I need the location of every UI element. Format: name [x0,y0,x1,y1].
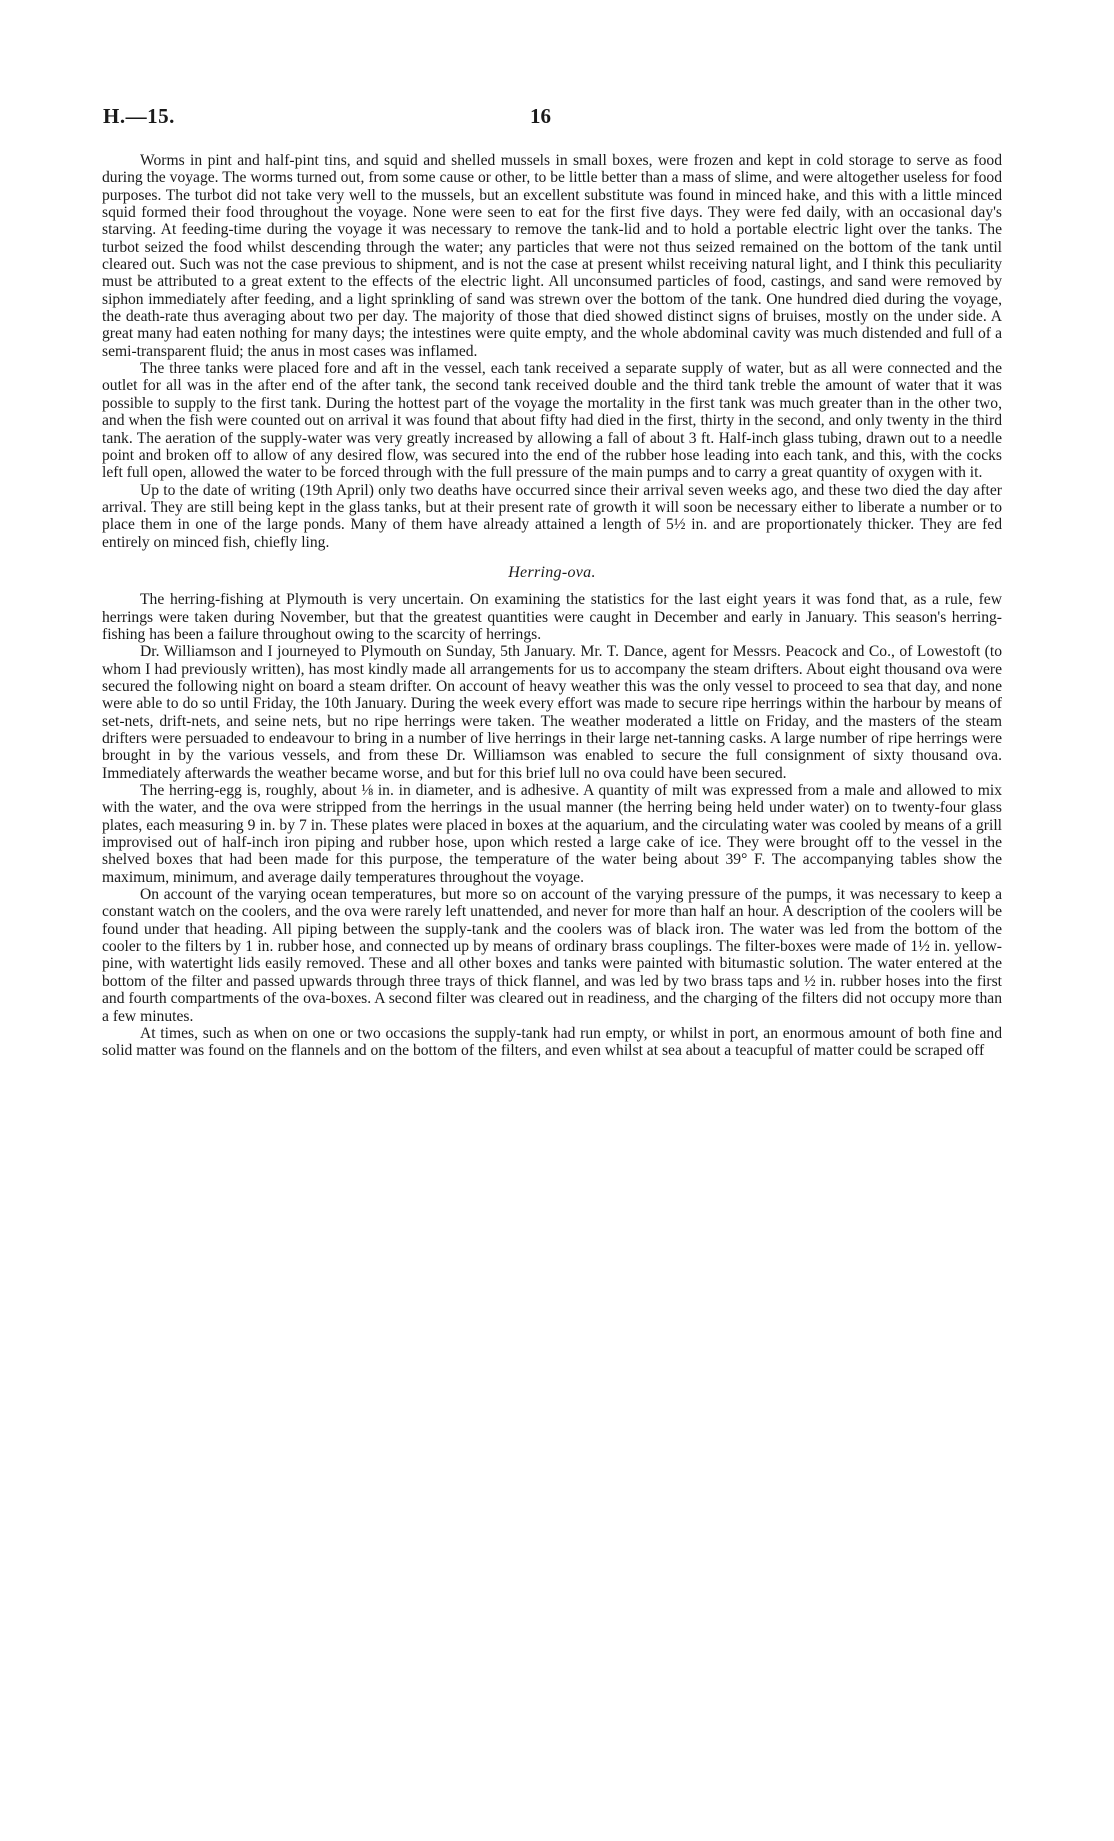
section-heading: Herring-ova. [508,563,596,581]
paragraph: Up to the date of writing (19th April) only two deaths have occurred since their arrival seven weeks ago, and these two died the day after arrival. They are still being kept in the glass tanks, but at their present rate of growth it will soon be necessary either to liberate a number or to place them in one of the large ponds. Many of them have already attained a length of 5½ in. and are proportionately thicker. They are fed entirely on minced fish, chiefly ling. [102,481,1002,551]
paragraph: At times, such as when on one or two occasions the supply-tank had run empty, or whilst in port, an enormous amount of both fine and solid matter was found on the flannels and on the bottom of the filters, and even whilst at sea about a teacupful of matter could be scraped off [102,1024,1002,1060]
paragraph: Dr. Williamson and I journeyed to Plymouth on Sunday, 5th January. Mr. T. Dance, agent for Messrs. Peacock and Co., of Lowestoft (to whom I had previously written), has most kindly made all arrangements for us to accompany the steam drifters. About eight thousand ova were secured the following night on board a steam drifter. On account of heavy weather this was the only vessel to proceed to sea that day, and none were able to do so until Friday, the 10th January. During the week every effort was made to secure ripe herrings within the harbour by means of set-nets, drift-nets, and seine nets, but no ripe herrings were taken. The weather moderated a little on Friday, and the masters of the steam drifters were persuaded to endeavour to bring in a number of live herrings in their large net-tanning casks. A large number of ripe herrings were brought in by the various vessels, and from these Dr. Williamson was enabled to secure the full consignment of sixty thousand ova. Immediately afterwards the weather became worse, and but for this brief lull no ova could have been secured. [102,643,1002,782]
paragraph: The herring-egg is, roughly, about ⅛ in. in diameter, and is adhesive. A quantity of milt was expressed from a male and allowed to mix with the water, and the ova were stripped from the herrings in the usual manner (the herring being held under water) on to twenty-four glass plates, each measuring 9 in. by 7 in. These plates were placed in boxes at the aquarium, and the circulating water was cooled by means of a grill improvised out of half-inch iron piping and rubber hose, upon which rested a large cake of ice. They were brought off to the vessel in the shelved boxes that had been made for this purpose, the temperature of the water being about 39° F. The accompanying tables show the maximum, minimum, and average daily temperatures throughout the voyage. [102,782,1002,886]
document-reference: H.—15. [103,104,175,128]
paragraph: On account of the varying ocean temperatures, but more so on account of the varying pressure of the pumps, it was necessary to keep a constant watch on the coolers, and the ova were rarely left unattended, and never for more than half an hour. A description of the coolers will be found under that heading. All piping between the supply-tank and the coolers was of black iron. The water was led from the bottom of the cooler to the filters by 1 in. rubber hose, and connected up by means of ordinary brass couplings. The filter-boxes were made of 1½ in. yellow-pine, with watertight lids easily removed. These and all other boxes and tanks were painted with bitumastic solution. The water entered at the bottom of the filter and passed upwards through three trays of thick flannel, and was led by two brass taps and ½ in. rubber hoses into the first and fourth compartments of the ova-boxes. A second filter was cleared out in readiness, and the charging of the filters did not occupy more than a few minutes. [102,886,1002,1025]
page-number: 16 [530,104,551,128]
page-header [103,104,1003,134]
paragraph: The herring-fishing at Plymouth is very uncertain. On examining the statistics for the last eight years it was fond that, as a rule, few herrings were taken during November, but that the greatest quantities were caught in December and early in January. This season's herring-fishing has been a failure throughout owing to the scarcity of herrings. [102,591,1002,643]
body-text [102,152,1002,1060]
paragraph: Worms in pint and half-pint tins, and squid and shelled mussels in small boxes, were frozen and kept in cold storage to serve as food during the voyage. The worms turned out, from some cause or other, to be little better than a mass of slime, and were altogether useless for food purposes. The turbot did not take very well to the mussels, but an excellent substitute was found in minced hake, and this with a little minced squid formed their food throughout the voyage. None were seen to eat for the first five days. They were fed daily, with an occasional day's starving. At feeding-time during the voyage it was necessary to remove the tank-lid and to hold a portable electric light over the tanks. The turbot seized the food whilst descending through the water; any particles that were not thus seized remained on the bottom of the tank until cleared out. Such was not the case previous to shipment, and is not the case at present whilst receiving natural light, and I think this peculiarity must be attributed to a great extent to the effects of the electric light. All unconsumed particles of food, castings, and sand were removed by siphon immediately after feeding, and a light sprinkling of sand was strewn over the bottom of the tank. One hundred died during the voyage, the death-rate thus averaging about two per day. The majority of those that died showed distinct signs of bruises, mostly on the under side. A great many had eaten nothing for many days; the intestines were quite empty, and the whole abdominal cavity was much distended and full of a semi-transparent fluid; the anus in most cases was inflamed. [102,152,1002,360]
paragraph: The three tanks were placed fore and aft in the vessel, each tank received a separate supply of water, but as all were connected and the outlet for all was in the after end of the after tank, the second tank received double and the third tank treble the amount of water that it was possible to supply to the first tank. During the hottest part of the voyage the mortality in the first tank was much greater than in the other two, and when the fish were counted out on arrival it was found that about fifty had died in the first, thirty in the second, and only twenty in the third tank. The aeration of the supply-water was very greatly increased by allowing a fall of about 3 ft. Half-inch glass tubing, drawn out to a needle point and broken off to allow of any desired flow, was secured into the end of the rubber hose leading into each tank, and this, with the cocks left full open, allowed the water to be forced through with the full pressure of the main pumps and to carry a great quantity of oxygen with it. [102,360,1002,482]
